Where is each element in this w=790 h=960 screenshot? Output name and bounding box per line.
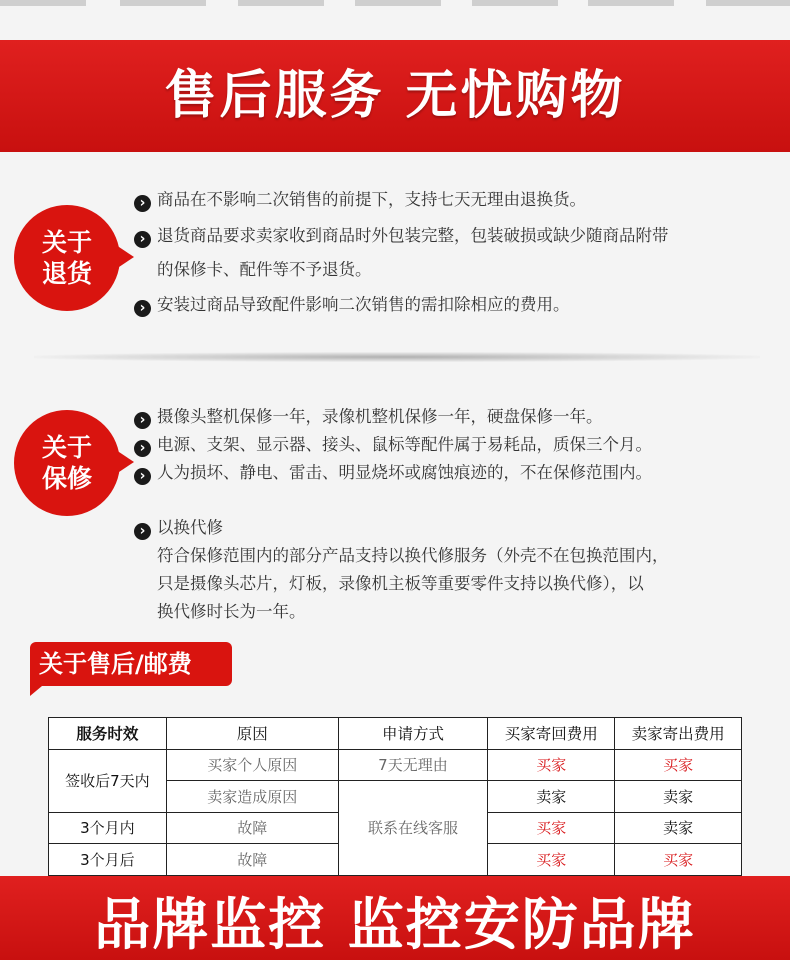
returns-item-1-text: 商品在不影响二次销售的前提下，支持七天无理由退换货。 xyxy=(157,190,586,209)
period-cell: 签收后7天内 xyxy=(49,749,167,812)
returns-badge xyxy=(14,205,120,311)
aftersale-postage-tag: 关于售后/邮费 xyxy=(30,642,232,686)
banner-title: 售后服务 无忧购物 xyxy=(164,66,626,126)
warranty-badge xyxy=(14,410,120,516)
return-fee-cell: 买家 xyxy=(488,749,615,781)
arrow-bullet-icon xyxy=(134,440,151,457)
top-tab-strip xyxy=(0,0,790,40)
send-fee-cell: 买家 xyxy=(615,844,742,876)
warranty-item-2-text: 电源、支架、显示器、接头、鼠标等配件属于易耗品，质保三个月。 xyxy=(157,435,652,454)
warranty-item-3-text: 人为损坏、静电、雷击、明显烧坏或腐蚀痕迹的，不在保修范围内。 xyxy=(157,463,652,482)
send-fee-cell: 买家 xyxy=(615,749,742,781)
section-divider xyxy=(34,352,760,362)
exchange-title xyxy=(134,516,223,540)
top-tab-1[interactable] xyxy=(0,0,86,6)
arrow-bullet-icon xyxy=(134,468,151,485)
top-tab-2[interactable] xyxy=(120,0,206,6)
exchange-title-text: 以换代修 xyxy=(157,518,223,537)
return-fee-cell: 卖家 xyxy=(488,781,615,813)
returns-badge-line1: 关于 xyxy=(41,228,92,257)
contact-service-cell: 联系在线客服 xyxy=(338,781,488,876)
exchange-line-2: 只是摄像头芯片，灯板，录像机主板等重要零件支持以换代修），以 xyxy=(157,574,644,593)
top-tab-5[interactable] xyxy=(472,0,558,6)
reason-cell: 卖家造成原因 xyxy=(166,781,338,813)
table-header-row xyxy=(49,718,742,750)
aftersale-banner xyxy=(0,40,790,152)
exchange-line-1: 符合保修范围内的部分产品支持以换代修服务（外壳不在包换范围内， xyxy=(157,546,669,565)
aftersale-table xyxy=(48,717,742,876)
method-cell: 7天无理由 xyxy=(338,749,488,781)
returns-item-2-text: 退货商品要求卖家收到商品时外包装完整，包装破损或缺少随商品附带 xyxy=(157,226,669,245)
header-reason: 原因 xyxy=(166,718,338,750)
exchange-line-3: 换代修时长为一年。 xyxy=(157,602,306,621)
top-tab-3[interactable] xyxy=(238,0,324,6)
reason-cell: 故障 xyxy=(166,844,338,876)
return-fee-cell: 买家 xyxy=(488,844,615,876)
header-method: 申请方式 xyxy=(338,718,488,750)
reason-cell: 故障 xyxy=(166,812,338,844)
returns-item-2-cont: 的保修卡、配件等不予退货。 xyxy=(157,260,372,279)
period-cell: 3个月内 xyxy=(49,812,167,844)
returns-item-3-text: 安装过商品导致配件影响二次销售的需扣除相应的费用。 xyxy=(157,295,570,314)
warranty-item-2 xyxy=(134,433,652,457)
warranty-badge-line1: 关于 xyxy=(41,433,92,462)
send-fee-cell: 卖家 xyxy=(615,812,742,844)
arrow-bullet-icon xyxy=(134,300,151,317)
brand-banner-title: 品牌监控 监控安防品牌 xyxy=(94,893,696,958)
header-buyer-return-fee: 买家寄回费用 xyxy=(488,718,615,750)
warranty-badge-line2: 保修 xyxy=(41,464,92,493)
top-tab-7[interactable] xyxy=(706,0,790,6)
returns-badge-line2: 退货 xyxy=(41,259,92,288)
returns-item-3 xyxy=(134,293,570,317)
period-cell: 3个月后 xyxy=(49,844,167,876)
arrow-bullet-icon xyxy=(134,231,151,248)
top-tab-6[interactable] xyxy=(588,0,674,6)
brand-banner xyxy=(0,876,790,960)
warranty-item-1 xyxy=(134,405,603,429)
returns-item-2 xyxy=(134,224,669,248)
header-seller-send-fee: 卖家寄出费用 xyxy=(615,718,742,750)
send-fee-cell: 卖家 xyxy=(615,781,742,813)
reason-cell: 买家个人原因 xyxy=(166,749,338,781)
return-fee-cell: 买家 xyxy=(488,812,615,844)
header-period: 服务时效 xyxy=(49,718,167,750)
arrow-bullet-icon xyxy=(134,195,151,212)
returns-item-1 xyxy=(134,188,586,212)
arrow-bullet-icon xyxy=(134,523,151,540)
arrow-bullet-icon xyxy=(134,412,151,429)
top-tab-4[interactable] xyxy=(355,0,441,6)
warranty-item-1-text: 摄像头整机保修一年，录像机整机保修一年，硬盘保修一年。 xyxy=(157,407,603,426)
warranty-item-3 xyxy=(134,461,652,485)
table-row xyxy=(49,749,742,781)
